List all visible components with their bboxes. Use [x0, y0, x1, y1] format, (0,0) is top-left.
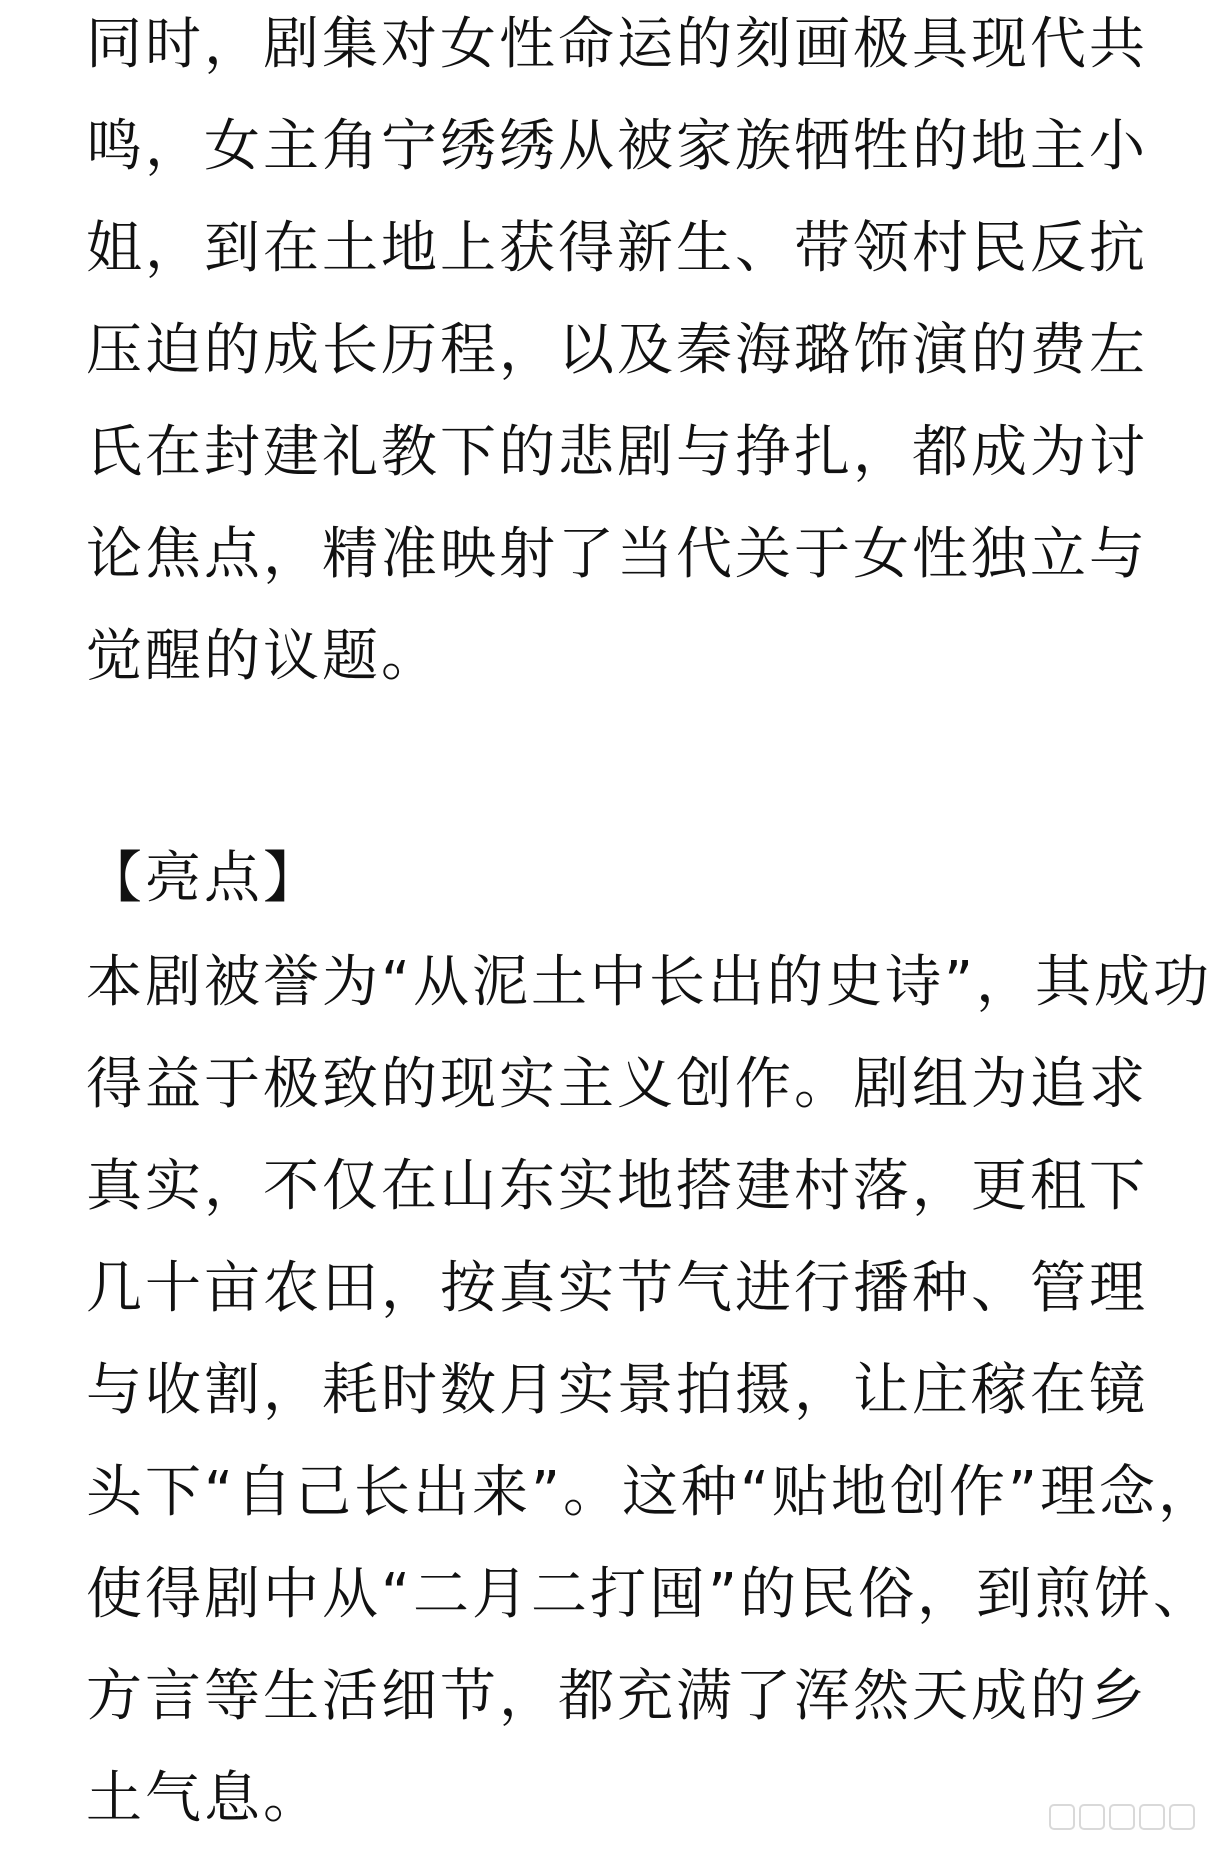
paragraph-line: 与收割，耗时数月实景拍摄，让庄稼在镜 — [86, 1358, 1148, 1423]
paragraph-line: 得益于极致的现实主义创作。剧组为追求 — [86, 1052, 1148, 1117]
paragraph-line: 几十亩农田，按真实节气进行播种、管理 — [86, 1256, 1148, 1321]
paragraph-line: 鸣，女主角宁绣绣从被家族牺牲的地主小 — [86, 114, 1148, 179]
paragraph-line: 同时，剧集对女性命运的刻画极具现代共 — [86, 12, 1148, 77]
paragraph-line: 论焦点，精准映射了当代关于女性独立与 — [86, 522, 1148, 587]
paragraph-line: 本剧被誉为“从泥土中长出的史诗”，其成功 — [86, 950, 1213, 1015]
paragraph-line: 使得剧中从“二月二打囤”的民俗，到煎饼、 — [86, 1562, 1213, 1627]
paragraph-line: 觉醒的议题。 — [86, 624, 440, 689]
section-heading-text: 【亮点】 — [86, 846, 322, 911]
paragraph-1 — [86, 0, 1146, 708]
section-heading — [86, 828, 1146, 930]
paragraph-line: 真实，不仅在山东实地搭建村落，更租下 — [86, 1154, 1148, 1219]
paragraph-2 — [86, 932, 1218, 1850]
paragraph-line: 姐，到在土地上获得新生、带领村民反抗 — [86, 216, 1148, 281]
paragraph-line: 压迫的成长历程，以及秦海璐饰演的费左 — [86, 318, 1148, 383]
paragraph-line: 土气息。 — [86, 1766, 322, 1831]
paragraph-line: 方言等生活细节，都充满了浑然天成的乡 — [86, 1664, 1148, 1729]
watermark-logo-icon — [1046, 1797, 1206, 1837]
paragraph-line: 氏在封建礼教下的悲剧与挣扎，都成为讨 — [86, 420, 1148, 485]
paragraph-line: 头下“自己长出来”。这种“贴地创作”理念， — [86, 1460, 1218, 1525]
